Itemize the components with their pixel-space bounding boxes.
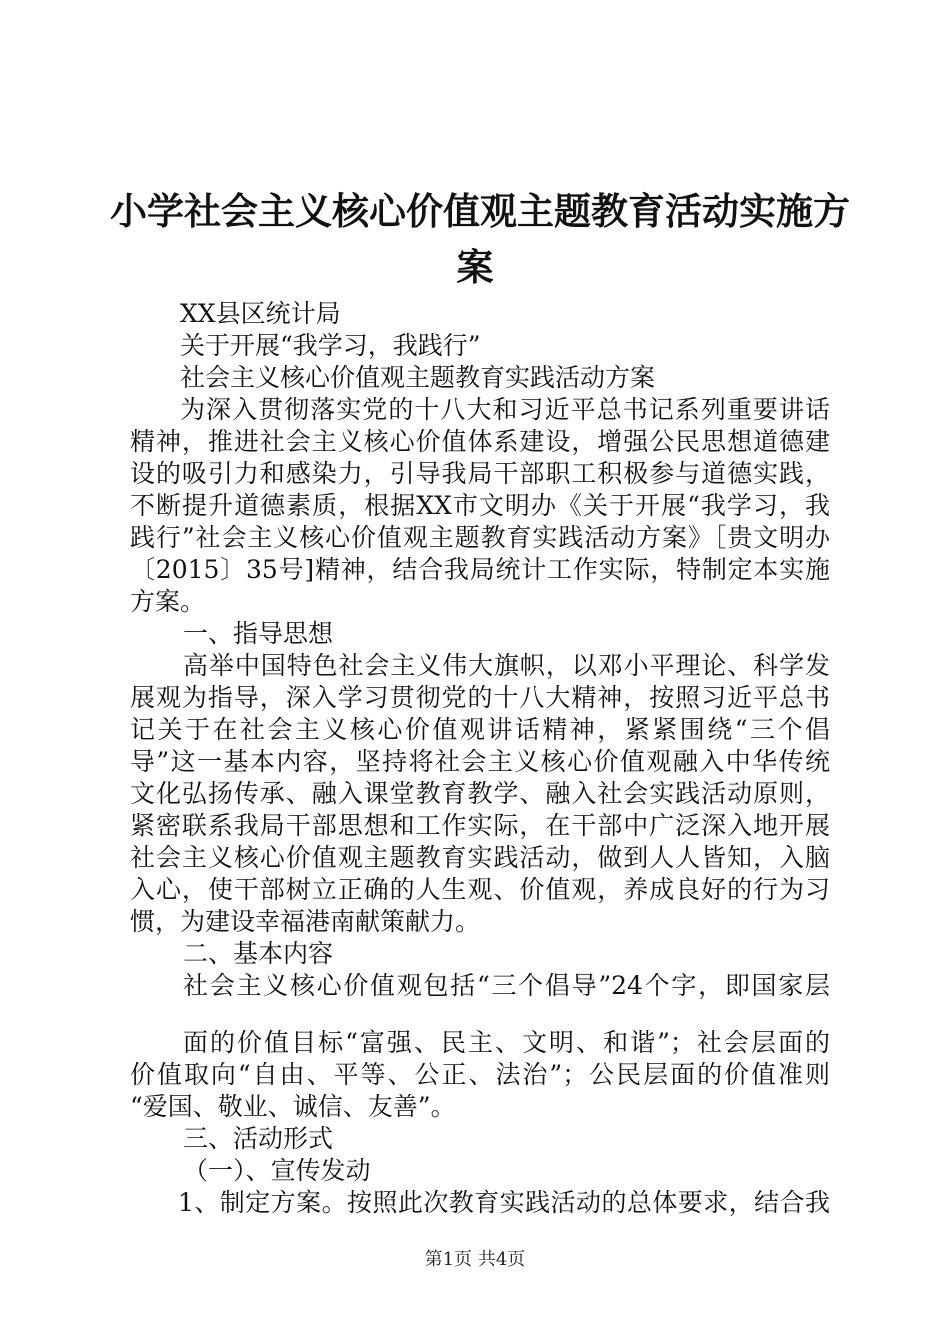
body-line: 方案。 bbox=[130, 587, 206, 616]
body-line: 设的吸引力和感染力，引导我局干部职工积极参与道德实践， bbox=[130, 459, 830, 488]
body-line: 〔2015〕35号]精神，结合我局统计工作实际，特制定本实施 bbox=[130, 555, 830, 584]
section-heading-3: 三、活动形式 bbox=[183, 1124, 334, 1153]
subject-line-2: 社会主义核心价值观主题教育实践活动方案 bbox=[180, 363, 656, 392]
body-line: 高举中国特色社会主义伟大旗帜，以邓小平理论、科学发 bbox=[183, 651, 830, 680]
body-line: 紧密联系我局干部思想和工作实际，在干部中广泛深入地开展 bbox=[130, 811, 830, 840]
document-title-line-2: 案 bbox=[456, 246, 494, 289]
body-line: 记关于在社会主义核心价值观讲话精神，紧紧围绕“三个倡 bbox=[130, 715, 830, 744]
body-line: 入心，使干部树立正确的人生观、价值观，养成良好的行为习 bbox=[130, 875, 830, 904]
section-heading-1: 一、指导思想 bbox=[183, 619, 334, 648]
body-line: 为深入贯彻落实党的十八大和习近平总书记系列重要讲话 bbox=[180, 395, 830, 424]
body-line: 不断提升道德素质，根据XX市文明办《关于开展“我学习，我 bbox=[130, 491, 830, 520]
subsection-heading: （一）、宣传发动 bbox=[183, 1156, 371, 1185]
page-footer: 第1页 共4页 bbox=[424, 1249, 526, 1270]
body-line: 精神，推进社会主义核心价值体系建设，增强公民思想道德建 bbox=[130, 427, 830, 456]
body-line: 1、制定方案。按照此次教育实践活动的总体要求，结合我 bbox=[178, 1188, 830, 1217]
body-line: 践行”社会主义核心价值观主题教育实践活动方案》［贵文明办 bbox=[130, 523, 830, 552]
body-line: 导”这一基本内容，坚持将社会主义核心价值观融入中华传统 bbox=[130, 747, 830, 776]
sender-line: XX县区统计局 bbox=[180, 299, 341, 328]
body-line: 展观为指导，深入学习贯彻党的十八大精神，按照习近平总书 bbox=[130, 683, 830, 712]
document-title-line-1: 小学社会主义核心价值观主题教育活动实施方 bbox=[110, 190, 850, 233]
body-line: 价值取向“自由、平等、公正、法治”；公民层面的价值准则 bbox=[130, 1060, 830, 1089]
body-line: 惯，为建设幸福港南献策献力。 bbox=[130, 907, 481, 936]
body-line: 社会主义核心价值观主题教育实践活动，做到人人皆知，入脑 bbox=[130, 843, 830, 872]
section-heading-2: 二、基本内容 bbox=[183, 939, 334, 968]
subject-line-1: 关于开展“我学习，我践行” bbox=[180, 331, 481, 360]
body-line: 面的价值目标“富强、民主、文明、和谐”；社会层面的 bbox=[183, 1028, 830, 1057]
body-line: 社会主义核心价值观包括“三个倡导”24个字，即国家层 bbox=[183, 971, 830, 1000]
body-line: 文化弘扬传承、融入课堂教育教学、融入社会实践活动原则， bbox=[130, 779, 830, 808]
body-line: “爱国、敬业、诚信、友善”。 bbox=[130, 1092, 456, 1121]
